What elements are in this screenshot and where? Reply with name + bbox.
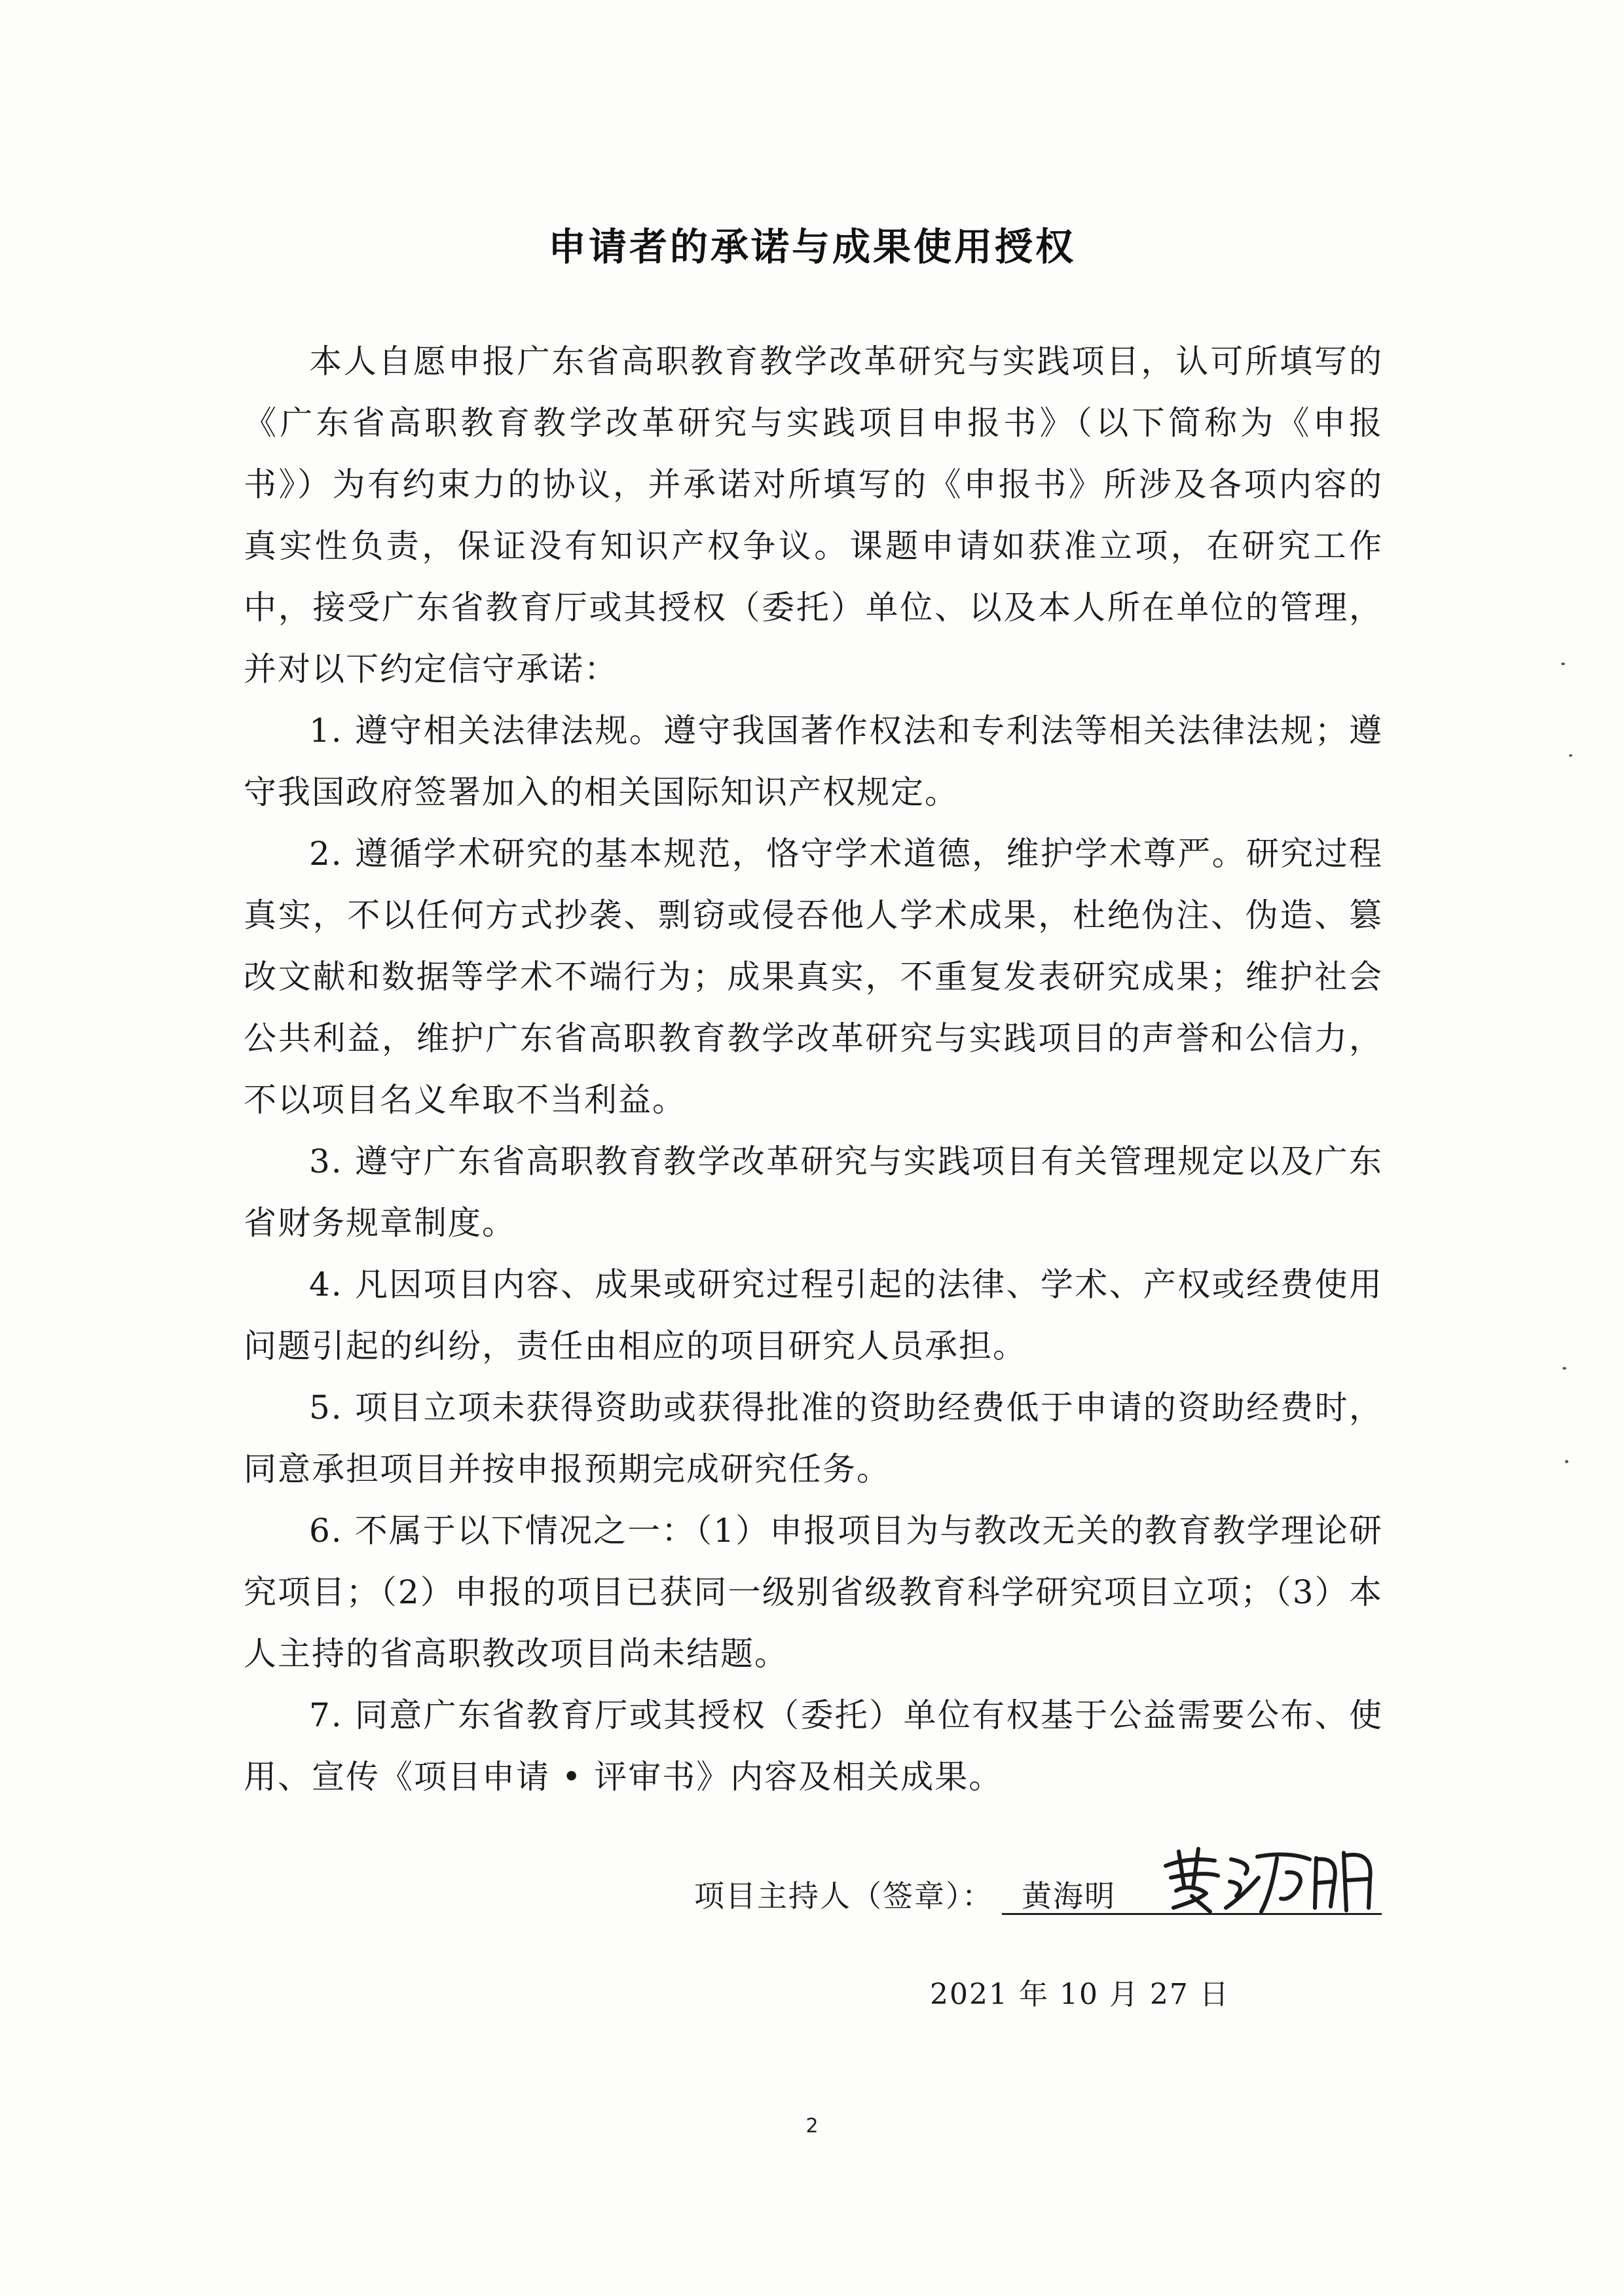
clause-5: 5. 项目立项未获得资助或获得批准的资助经费低于申请的资助经费时，同意承担项目并按申报预期完成研究任务。	[244, 1389, 1383, 1488]
document-title: 申请者的承诺与成果使用授权	[547, 225, 1076, 269]
intro-paragraph: 本人自愿申报广东省高职教育教学改革研究与实践项目，认可所填写的《广东省高职教育教学改革研究与实践项目申报书》（以下简称为《申报书》）为有约束力的协议，并承诺对所填写的《申报书》所涉及各项内容的真实性负责，保证没有知识产权争议。课题申请如获准立项，在研究工作中，接受广东省教育厅或其授权（委托）单位、以及本人所在单位的管理，并对以下约定信守承诺：	[244, 342, 1383, 688]
scan-speck	[1565, 1460, 1568, 1463]
handwritten-signature	[1153, 1840, 1388, 1918]
clause-7: 7. 同意广东省教育厅或其授权（委托）单位有权基于公益需要公布、使用、宣传《项目申请 • 评审书》内容及相关成果。	[244, 1696, 1383, 1796]
clause-3: 3. 遵守广东省高职教育教学改革研究与实践项目有关管理规定以及广东省财务规章制度。	[244, 1142, 1383, 1242]
document-body	[244, 331, 1383, 1808]
signing-date: 2021 年 10 月 27 日	[930, 1978, 1230, 2011]
clause-6: 6. 不属于以下情况之一：（1）申报项目为与教改无关的教育教学理论研究项目；（2）申报的项目已获同一级别省级教育科学研究项目立项；（3）本人主持的省高职教改项目尚未结题。	[244, 1512, 1383, 1673]
scan-speck	[1561, 663, 1565, 665]
clause-2: 2. 遵循学术研究的基本规范，恪守学术道德，维护学术尊严。研究过程真实，不以任何方式抄袭、剽窃或侵吞他人学术成果，杜绝伪注、伪造、篡改文献和数据等学术不端行为；成果真实，不重复发表研究成果；维护社会公共利益，维护广东省高职教育教学改革研究与实践项目的声誉和公信力，不以项目名义牟取不当利益。	[244, 835, 1383, 1119]
signature-block	[694, 1853, 1382, 1925]
page-number: 2	[805, 2115, 819, 2138]
signature-label: 项目主持人（签章）：	[694, 1878, 993, 1914]
scan-speck	[1569, 754, 1572, 757]
signer-name: 黄海明	[1022, 1878, 1116, 1914]
clause-1: 1. 遵守相关法律法规。遵守我国著作权法和专利法等相关法律法规；遵守我国政府签署加入的相关国际知识产权规定。	[244, 712, 1383, 811]
clause-4: 4. 凡因项目内容、成果或研究过程引起的法律、学术、产权或经费使用问题引起的纠纷，责任由相应的项目研究人员承担。	[244, 1266, 1383, 1365]
scan-speck	[1562, 1367, 1566, 1370]
